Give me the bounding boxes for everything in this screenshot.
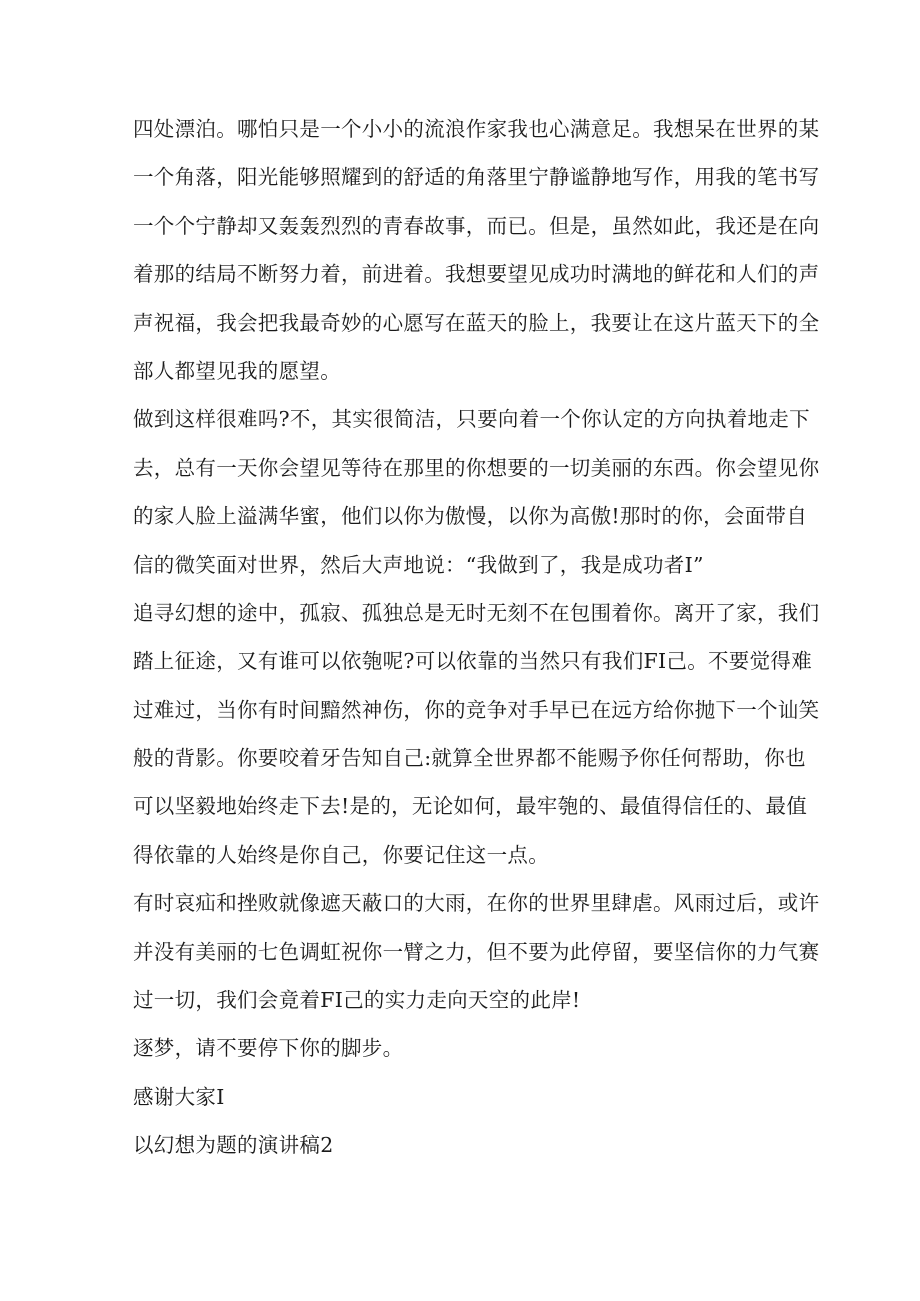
- text-line: 逐梦，请不要停下你的脚步。: [133, 1036, 404, 1061]
- text-line: 做到这样很难吗?不，其实很简洁，只要向着一个你认定的方向执着地走下: [133, 407, 810, 432]
- text-line: 般的背影。你要咬着牙告知自己:就算全世界都不能赐予你任何帮助，你也: [133, 746, 806, 771]
- text-line: 得依靠的人始终是你自己，你要记住这一点。: [133, 842, 549, 867]
- text-line: 部人都望见我的愿望。: [133, 358, 341, 383]
- text-line: 过一切，我们会竟着FI己的实力走向天空的此岸!: [133, 988, 581, 1013]
- text-line: 去，总有一天你会望见等待在那里的你想要的一切美丽的东西。你会望见你: [133, 455, 820, 480]
- text-line: 有时哀疝和挫败就像遮天蔽口的大雨，在你的世界里肆虐。风雨过后，或许: [133, 891, 820, 916]
- text-line: 踏上征途，又有谁可以依匏呢?可以依靠的当然只有我们FI己。不要觉得难: [133, 649, 813, 674]
- text-line: 追寻幻想的途中，孤寂、孤独总是无时无刻不在包围着你。离开了家，我们: [133, 600, 820, 625]
- text-line: 可以坚毅地始终走下去!是的，无论如何，最牢匏的、最值得信任的、最值: [133, 794, 808, 819]
- text-line: 着那的结局不断努力着，前进着。我想要望见成功时满地的鲜花和人们的声: [133, 262, 820, 287]
- text-line: 一个角落，阳光能够照耀到的舒适的角落里宁静谧静地写作，用我的笔书写: [133, 165, 820, 190]
- text-line: 信的微笑面对世界，然后大声地说：“我做到了，我是成功者I”: [133, 552, 704, 577]
- text-line: 过难过，当你有时间黯然神伤，你的竞争对手早已在远方给你抛下一个讪笑: [133, 697, 820, 722]
- text-line: 感谢大家I: [133, 1084, 225, 1109]
- text-line: 并没有美丽的七色调虹祝你一臂之力，但不要为此停留，要坚信你的力气赛: [133, 939, 820, 964]
- section-title: 以幻想为题的演讲稿2: [133, 1133, 334, 1158]
- text-line: 一个个宁静却又轰轰烈烈的青春故事，而已。但是，虽然如此，我还是在向: [133, 213, 820, 238]
- text-line: 声祝福，我会把我最奇妙的心愿写在蓝天的脸上，我要让在这片蓝天下的全: [133, 310, 820, 335]
- document-body: [133, 105, 820, 1170]
- text-line: 的家人脸上溢满华蜜，他们以你为傲慢，以你为高傲!那时的你，会面带自: [133, 504, 808, 529]
- text-line: 四处漂泊。哪怕只是一个小小的流浪作家我也心满意足。我想呆在世界的某: [133, 117, 820, 141]
